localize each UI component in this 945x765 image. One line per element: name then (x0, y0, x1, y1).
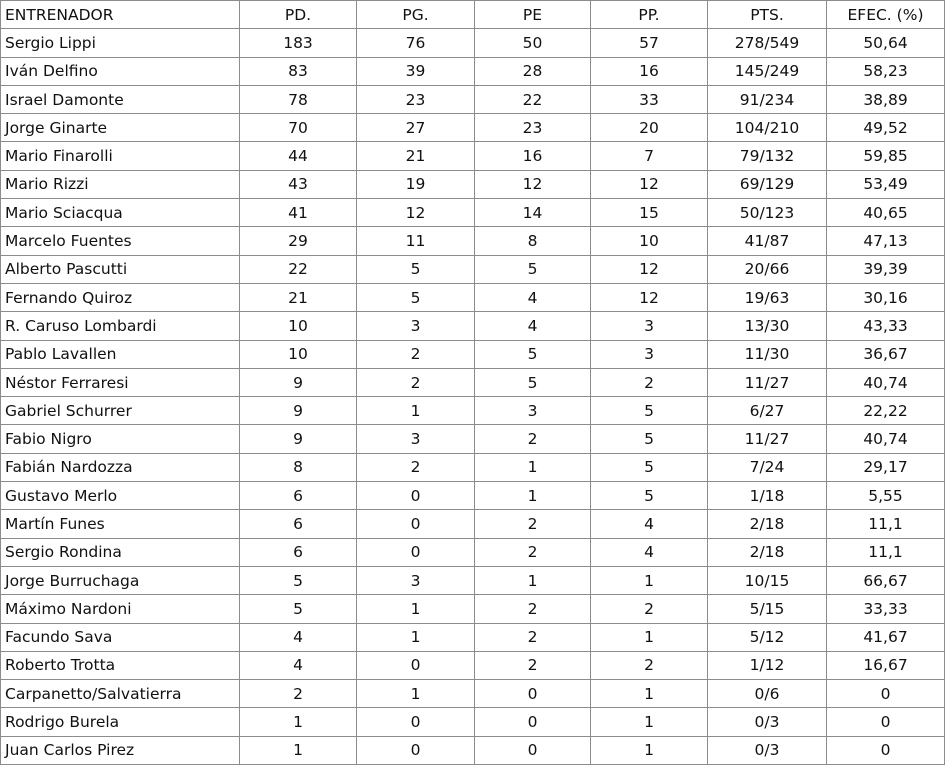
pe-cell: 16 (475, 142, 591, 170)
pd-cell: 4 (240, 651, 357, 679)
pe-cell: 3 (475, 397, 591, 425)
pd-cell: 6 (240, 538, 357, 566)
pp-cell: 5 (591, 453, 708, 481)
pts-cell: 1/18 (708, 482, 827, 510)
pts-cell: 278/549 (708, 29, 827, 57)
table-row (1, 255, 945, 283)
table-row (1, 142, 945, 170)
pts-cell: 11/30 (708, 340, 827, 368)
efec-cell: 40,74 (827, 425, 945, 453)
coach-name-cell: Mario Sciacqua (1, 199, 240, 227)
table-row (1, 29, 945, 57)
coach-name-cell: R. Caruso Lombardi (1, 312, 240, 340)
pts-cell: 50/123 (708, 199, 827, 227)
coach-name-cell: Sergio Lippi (1, 29, 240, 57)
pe-cell: 4 (475, 283, 591, 311)
efec-cell: 50,64 (827, 29, 945, 57)
pe-cell: 2 (475, 595, 591, 623)
pg-cell: 2 (357, 453, 475, 481)
efec-cell: 5,55 (827, 482, 945, 510)
pp-cell: 2 (591, 368, 708, 396)
pd-cell: 43 (240, 170, 357, 198)
coach-name-cell: Rodrigo Burela (1, 708, 240, 736)
pd-cell: 8 (240, 453, 357, 481)
pd-cell: 10 (240, 312, 357, 340)
pp-cell: 57 (591, 29, 708, 57)
pd-cell: 21 (240, 283, 357, 311)
pg-cell: 5 (357, 283, 475, 311)
pp-cell: 12 (591, 255, 708, 283)
efec-cell: 47,13 (827, 227, 945, 255)
coach-name-cell: Juan Carlos Pirez (1, 736, 240, 764)
pts-cell: 2/18 (708, 510, 827, 538)
table-row (1, 283, 945, 311)
pe-cell: 0 (475, 736, 591, 764)
header-row (1, 1, 945, 29)
pp-cell: 3 (591, 312, 708, 340)
pg-cell: 76 (357, 29, 475, 57)
coach-name-cell: Fabio Nigro (1, 425, 240, 453)
pts-cell: 2/18 (708, 538, 827, 566)
pg-cell: 3 (357, 425, 475, 453)
efec-cell: 39,39 (827, 255, 945, 283)
pd-cell: 83 (240, 57, 357, 85)
pg-cell: 2 (357, 340, 475, 368)
pg-cell: 1 (357, 595, 475, 623)
efec-cell: 41,67 (827, 623, 945, 651)
pts-cell: 0/6 (708, 680, 827, 708)
pts-cell: 91/234 (708, 85, 827, 113)
pts-cell: 7/24 (708, 453, 827, 481)
efec-cell: 22,22 (827, 397, 945, 425)
pg-cell: 0 (357, 736, 475, 764)
coach-name-cell: Sergio Rondina (1, 538, 240, 566)
pd-cell: 10 (240, 340, 357, 368)
pe-cell: 1 (475, 482, 591, 510)
pp-cell: 7 (591, 142, 708, 170)
pts-cell: 13/30 (708, 312, 827, 340)
pts-cell: 5/15 (708, 595, 827, 623)
efec-cell: 16,67 (827, 651, 945, 679)
pd-cell: 5 (240, 566, 357, 594)
pe-cell: 5 (475, 340, 591, 368)
table-row (1, 312, 945, 340)
pe-cell: 14 (475, 199, 591, 227)
pe-cell: 23 (475, 114, 591, 142)
header-pg: PG. (357, 1, 475, 29)
pts-cell: 20/66 (708, 255, 827, 283)
pts-cell: 0/3 (708, 708, 827, 736)
pg-cell: 0 (357, 708, 475, 736)
table-row (1, 680, 945, 708)
table-row (1, 595, 945, 623)
coach-name-cell: Máximo Nardoni (1, 595, 240, 623)
pe-cell: 1 (475, 453, 591, 481)
pd-cell: 78 (240, 85, 357, 113)
header-pts: PTS. (708, 1, 827, 29)
pg-cell: 1 (357, 397, 475, 425)
pp-cell: 3 (591, 340, 708, 368)
pp-cell: 16 (591, 57, 708, 85)
pe-cell: 22 (475, 85, 591, 113)
pts-cell: 10/15 (708, 566, 827, 594)
pp-cell: 2 (591, 651, 708, 679)
pg-cell: 39 (357, 57, 475, 85)
table-row (1, 397, 945, 425)
efec-cell: 33,33 (827, 595, 945, 623)
pd-cell: 183 (240, 29, 357, 57)
efec-cell: 53,49 (827, 170, 945, 198)
pp-cell: 1 (591, 680, 708, 708)
pp-cell: 1 (591, 623, 708, 651)
pts-cell: 41/87 (708, 227, 827, 255)
pp-cell: 33 (591, 85, 708, 113)
pp-cell: 1 (591, 736, 708, 764)
coach-name-cell: Jorge Burruchaga (1, 566, 240, 594)
pd-cell: 9 (240, 368, 357, 396)
table-row (1, 510, 945, 538)
table-row (1, 538, 945, 566)
table-row (1, 170, 945, 198)
pp-cell: 12 (591, 283, 708, 311)
pe-cell: 4 (475, 312, 591, 340)
table-row (1, 340, 945, 368)
efec-cell: 43,33 (827, 312, 945, 340)
table-row (1, 651, 945, 679)
table-row (1, 227, 945, 255)
pd-cell: 1 (240, 736, 357, 764)
pg-cell: 3 (357, 566, 475, 594)
coach-name-cell: Gabriel Schurrer (1, 397, 240, 425)
pg-cell: 0 (357, 482, 475, 510)
coach-name-cell: Carpanetto/Salvatierra (1, 680, 240, 708)
pe-cell: 2 (475, 651, 591, 679)
coach-name-cell: Gustavo Merlo (1, 482, 240, 510)
efec-cell: 30,16 (827, 283, 945, 311)
pe-cell: 2 (475, 425, 591, 453)
pe-cell: 8 (475, 227, 591, 255)
pe-cell: 50 (475, 29, 591, 57)
pd-cell: 44 (240, 142, 357, 170)
pp-cell: 5 (591, 397, 708, 425)
pe-cell: 2 (475, 623, 591, 651)
efec-cell: 0 (827, 736, 945, 764)
coach-name-cell: Facundo Sava (1, 623, 240, 651)
pg-cell: 21 (357, 142, 475, 170)
pd-cell: 1 (240, 708, 357, 736)
pd-cell: 29 (240, 227, 357, 255)
pg-cell: 27 (357, 114, 475, 142)
header-pp: PP. (591, 1, 708, 29)
pd-cell: 41 (240, 199, 357, 227)
pg-cell: 5 (357, 255, 475, 283)
table-row (1, 623, 945, 651)
table-row (1, 736, 945, 764)
coach-name-cell: Alberto Pascutti (1, 255, 240, 283)
coach-name-cell: Mario Rizzi (1, 170, 240, 198)
pd-cell: 5 (240, 595, 357, 623)
pp-cell: 10 (591, 227, 708, 255)
efec-cell: 58,23 (827, 57, 945, 85)
header-efec: EFEC. (%) (827, 1, 945, 29)
table-row (1, 85, 945, 113)
pts-cell: 5/12 (708, 623, 827, 651)
pp-cell: 1 (591, 566, 708, 594)
header-entrenador: ENTRENADOR (1, 1, 240, 29)
pp-cell: 5 (591, 425, 708, 453)
table-row (1, 566, 945, 594)
pd-cell: 2 (240, 680, 357, 708)
pe-cell: 2 (475, 510, 591, 538)
header-pe: PE (475, 1, 591, 29)
coach-name-cell: Martín Funes (1, 510, 240, 538)
pd-cell: 6 (240, 510, 357, 538)
pe-cell: 0 (475, 680, 591, 708)
pts-cell: 104/210 (708, 114, 827, 142)
pg-cell: 1 (357, 680, 475, 708)
pe-cell: 5 (475, 255, 591, 283)
pd-cell: 9 (240, 425, 357, 453)
efec-cell: 0 (827, 680, 945, 708)
table-row (1, 57, 945, 85)
pe-cell: 2 (475, 538, 591, 566)
coach-name-cell: Fernando Quiroz (1, 283, 240, 311)
table-row (1, 368, 945, 396)
pts-cell: 1/12 (708, 651, 827, 679)
efec-cell: 40,74 (827, 368, 945, 396)
pg-cell: 23 (357, 85, 475, 113)
efec-cell: 36,67 (827, 340, 945, 368)
pg-cell: 12 (357, 199, 475, 227)
pts-cell: 6/27 (708, 397, 827, 425)
pts-cell: 0/3 (708, 736, 827, 764)
pe-cell: 0 (475, 708, 591, 736)
header-pd: PD. (240, 1, 357, 29)
pg-cell: 19 (357, 170, 475, 198)
pd-cell: 22 (240, 255, 357, 283)
pts-cell: 79/132 (708, 142, 827, 170)
pg-cell: 0 (357, 651, 475, 679)
pp-cell: 2 (591, 595, 708, 623)
pe-cell: 5 (475, 368, 591, 396)
efec-cell: 29,17 (827, 453, 945, 481)
table-row (1, 425, 945, 453)
coach-name-cell: Mario Finarolli (1, 142, 240, 170)
pp-cell: 12 (591, 170, 708, 198)
efec-cell: 66,67 (827, 566, 945, 594)
pts-cell: 69/129 (708, 170, 827, 198)
pp-cell: 15 (591, 199, 708, 227)
pp-cell: 5 (591, 482, 708, 510)
pg-cell: 2 (357, 368, 475, 396)
pd-cell: 6 (240, 482, 357, 510)
pg-cell: 0 (357, 538, 475, 566)
pe-cell: 12 (475, 170, 591, 198)
table-row (1, 708, 945, 736)
pd-cell: 4 (240, 623, 357, 651)
coach-name-cell: Jorge Ginarte (1, 114, 240, 142)
pts-cell: 11/27 (708, 368, 827, 396)
pg-cell: 11 (357, 227, 475, 255)
pp-cell: 20 (591, 114, 708, 142)
efec-cell: 11,1 (827, 510, 945, 538)
efec-cell: 38,89 (827, 85, 945, 113)
pg-cell: 3 (357, 312, 475, 340)
efec-cell: 0 (827, 708, 945, 736)
efec-cell: 11,1 (827, 538, 945, 566)
coach-name-cell: Roberto Trotta (1, 651, 240, 679)
pe-cell: 1 (475, 566, 591, 594)
pg-cell: 1 (357, 623, 475, 651)
coach-name-cell: Fabián Nardozza (1, 453, 240, 481)
pp-cell: 4 (591, 510, 708, 538)
coach-name-cell: Pablo Lavallen (1, 340, 240, 368)
table-row (1, 199, 945, 227)
table-row (1, 114, 945, 142)
pts-cell: 145/249 (708, 57, 827, 85)
coach-name-cell: Iván Delfino (1, 57, 240, 85)
efec-cell: 40,65 (827, 199, 945, 227)
efec-cell: 49,52 (827, 114, 945, 142)
pp-cell: 1 (591, 708, 708, 736)
table-row (1, 453, 945, 481)
coach-name-cell: Néstor Ferraresi (1, 368, 240, 396)
table-body (1, 1, 945, 765)
efec-cell: 59,85 (827, 142, 945, 170)
pg-cell: 0 (357, 510, 475, 538)
pe-cell: 28 (475, 57, 591, 85)
pp-cell: 4 (591, 538, 708, 566)
coach-name-cell: Marcelo Fuentes (1, 227, 240, 255)
pd-cell: 9 (240, 397, 357, 425)
coach-name-cell: Israel Damonte (1, 85, 240, 113)
pts-cell: 19/63 (708, 283, 827, 311)
table-row (1, 482, 945, 510)
pts-cell: 11/27 (708, 425, 827, 453)
pd-cell: 70 (240, 114, 357, 142)
